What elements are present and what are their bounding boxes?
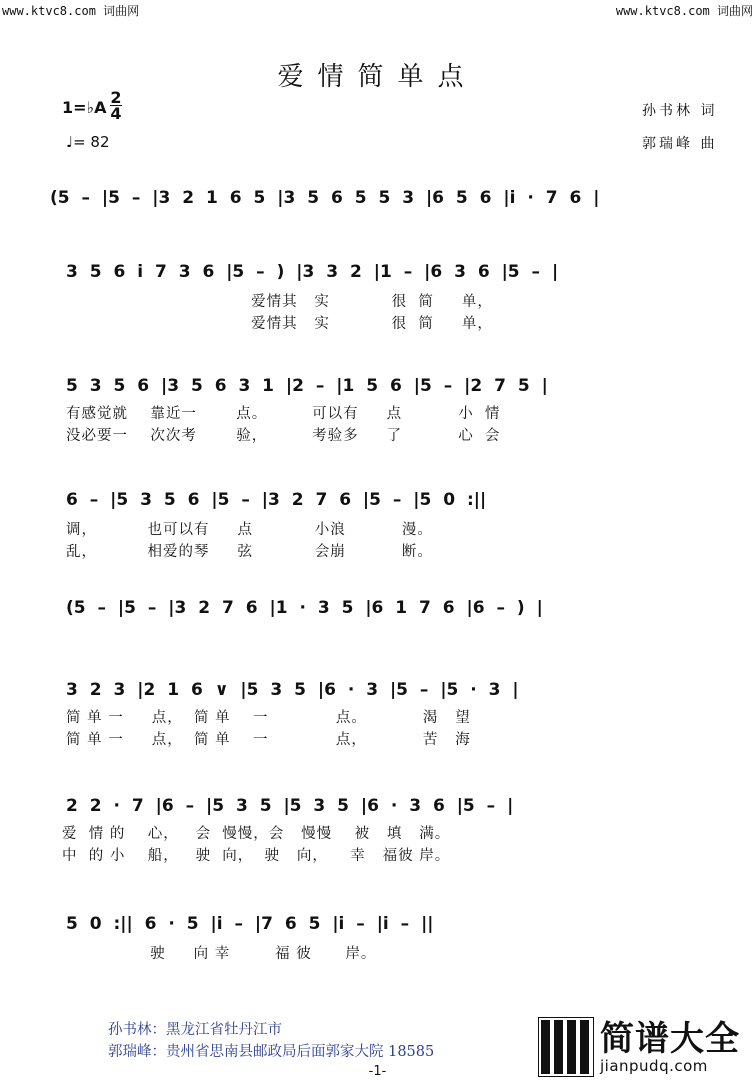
time-signature-bottom: 4: [110, 104, 122, 123]
notation: 2 2 · 7 |6 – |5 3 5 |5 3 5 |6 · 3 6 |5 – |: [66, 796, 514, 816]
lyricist-address: 孙书林：黑龙江省牡丹江市: [108, 1022, 282, 1038]
lyrics-verse-1: 爱 情 的 心， 会 慢慢，会 慢慢 被 填 满。: [62, 826, 451, 842]
site-header-right: www.ktvc8.com 词曲网: [615, 4, 753, 18]
logo-name: 简谱大全: [600, 1019, 740, 1059]
notation: 6 – |5 3 5 6 |5 – |3 2 7 6 |5 – |5 0 :||: [66, 490, 487, 510]
lyrics-verse-2: 简 单 一 点， 简 单 一 点， 苦 海: [66, 732, 471, 748]
tempo-value: = 82: [73, 133, 110, 151]
time-signature-top: 2: [110, 88, 122, 107]
notation: 3 2 3 |2 1 6 ∨ |5 3 5 |6 · 3 |5 – |5 · 3 |: [66, 680, 519, 700]
lyrics-verse-2: 乱， 相爱的琴 弦 会崩 断。: [66, 544, 433, 560]
composer-credit: 郭瑞峰 曲: [642, 136, 718, 152]
lyricist-credit: 孙书林 词: [642, 103, 718, 119]
page-number: -1-: [368, 1064, 387, 1079]
logo-url: jianpudq.com: [600, 1057, 708, 1075]
site-header-left: www.ktvc8.com 词曲网: [2, 4, 140, 18]
notation: 3 5 6 i 7 3 6 |5 – ) |3 3 2 |1 – |6 3 6 |5 – |: [66, 262, 559, 282]
lyrics-verse-1: 有感觉就 靠近一 点。 可以有 点 小 情: [66, 406, 501, 422]
lyrics-verse-2: 爱情其 实 很 简 单，: [66, 316, 493, 332]
time-signature: [110, 90, 122, 121]
lyrics-verse-1: 简 单 一 点， 简 单 一 点。 渴 望: [66, 710, 471, 726]
lyrics-verse-1: 驶 向 幸 福 彼 岸。: [66, 946, 377, 962]
lyrics-verse-1: 调， 也可以有 点 小浪 漫。: [66, 522, 433, 538]
notation: (5 – |5 – |3 2 7 6 |1 · 3 5 |6 1 7 6 |6 – ) |: [66, 598, 543, 618]
composer-address: 郭瑞峰：贵州省思南县邮政局后面郭家大院 18585: [108, 1044, 435, 1060]
lyrics-verse-2: 中 的 小 船， 驶 向， 驶 向， 幸 福彼 岸。: [62, 848, 451, 864]
song-title: 爱情简单点: [277, 62, 478, 92]
notation: 5 0 :|| 6 · 5 |i – |7 6 5 |i – |i – ||: [66, 914, 434, 934]
key-signature: 1=♭A: [62, 98, 107, 117]
notation: 5 3 5 6 |3 5 6 3 1 |2 – |1 5 6 |5 – |2 7 5 |: [66, 376, 548, 396]
tempo-mark: [66, 133, 110, 151]
lyrics-verse-2: 没必要一 次次考 验， 考验多 了 心 会: [66, 428, 501, 444]
quarter-note-icon: ♩: [66, 133, 74, 151]
lyrics-verse-1: 爱情其 实 很 简 单，: [66, 294, 493, 310]
notation: (5 – |5 – |3 2 1 6 5 |3 5 6 5 5 3 |6 5 6 |i · 7 6 |: [50, 188, 600, 208]
